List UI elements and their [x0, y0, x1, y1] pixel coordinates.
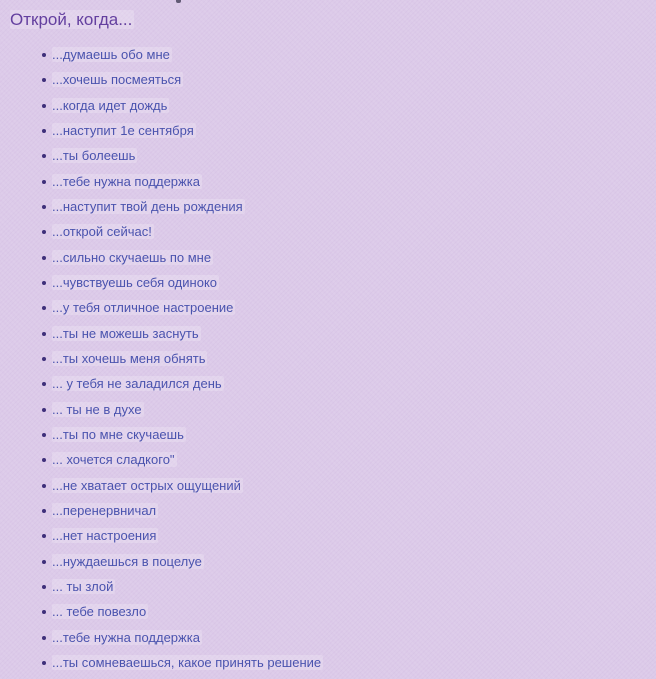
bullet-dot-icon	[42, 129, 46, 133]
bullet-dot-icon	[42, 585, 46, 589]
list-item	[52, 599, 656, 624]
list-item-text: ...открой сейчас!	[52, 224, 152, 240]
list-item-text: ... хочется сладкого"	[52, 452, 175, 468]
bullet-dot-icon	[42, 230, 46, 234]
list-item-text: ... тебе повезло	[52, 604, 147, 620]
list-item	[52, 169, 656, 194]
bullet-dot-icon	[42, 104, 46, 108]
list-item-text: ...нет настроения	[52, 528, 157, 544]
page-title-text: Открой, когда...	[10, 10, 133, 29]
list-item-text: ...ты сомневаешься, какое принять решение	[52, 654, 322, 670]
bullet-dot-icon	[42, 154, 46, 158]
list-item	[52, 67, 656, 92]
list-item-text: ...ты по мне скучаешь	[52, 426, 184, 442]
list-item	[52, 118, 656, 143]
list-item	[52, 194, 656, 219]
bullet-dot-icon	[42, 509, 46, 513]
page-title	[10, 10, 656, 30]
bullet-dot-icon	[42, 534, 46, 538]
list-item	[52, 295, 656, 320]
list-item	[52, 422, 656, 447]
list-item-text: ...тебе нужна поддержка	[52, 629, 200, 645]
bullet-dot-icon	[42, 636, 46, 640]
list-item	[52, 498, 656, 523]
list-item-text: ... ты не в духе	[52, 401, 142, 417]
list-item-text: ...когда идет дождь	[52, 97, 168, 113]
bullet-dot-icon	[42, 458, 46, 462]
list-item-text: ...чувствуешь себя одиноко	[52, 274, 218, 290]
bullet-dot-icon	[42, 484, 46, 488]
list-item-text: ...тебе нужна поддержка	[52, 173, 200, 189]
list-item	[52, 93, 656, 118]
bullet-dot-icon	[42, 661, 46, 665]
list-item	[52, 371, 656, 396]
bullet-dot-icon	[42, 306, 46, 310]
list-item	[52, 321, 656, 346]
list-item-text: ...думаешь обо мне	[52, 47, 170, 62]
bullet-dot-icon	[42, 560, 46, 564]
list-item-text: ... у тебя не заладился день	[52, 376, 222, 392]
list-item	[52, 397, 656, 422]
bullet-dot-icon	[42, 357, 46, 361]
list-item-text: ...ты не можешь заснуть	[52, 325, 199, 341]
bullet-dot-icon	[42, 205, 46, 209]
bullet-dot-icon	[42, 180, 46, 184]
bullet-dot-icon	[42, 610, 46, 614]
bullet-dot-icon	[42, 256, 46, 260]
list-item	[52, 143, 656, 168]
list-item	[52, 625, 656, 650]
list-item	[52, 245, 656, 270]
list-item-text: ...не хватает острых ощущений	[52, 477, 241, 493]
bullet-dot-icon	[42, 332, 46, 336]
list-item-text: ...хочешь посмеяться	[52, 72, 182, 88]
bullet-dot-icon	[42, 408, 46, 412]
bullet-dot-icon	[42, 382, 46, 386]
list-item-text: ...перенервничал	[52, 502, 157, 518]
bullet-dot-icon	[42, 53, 46, 57]
list-item	[52, 523, 656, 548]
list-item-text: ...ты хочешь меня обнять	[52, 350, 206, 366]
list-item	[52, 346, 656, 371]
list-item	[52, 473, 656, 498]
list-item-text: ...сильно скучаешь по мне	[52, 249, 212, 265]
open-when-list	[0, 42, 656, 675]
list-item	[52, 42, 656, 67]
list-item	[52, 447, 656, 472]
list-item-text: ... ты злой	[52, 578, 114, 594]
list-item	[52, 270, 656, 295]
list-item-text: ...наступит 1е сентября	[52, 122, 194, 138]
list-item-text: ...ты болеешь	[52, 148, 136, 164]
bullet-dot-icon	[42, 281, 46, 285]
list-item	[52, 549, 656, 574]
list-item-text: ...наступит твой день рождения	[52, 198, 243, 214]
bullet-dot-icon	[42, 78, 46, 82]
list-item	[52, 219, 656, 244]
list-item-text: ...у тебя отличное настроение	[52, 300, 234, 316]
list-item-text: ...нуждаешься в поцелуе	[52, 553, 202, 569]
list-item	[52, 574, 656, 599]
clipped-text-remnant	[176, 0, 181, 3]
bullet-dot-icon	[42, 433, 46, 437]
list-item	[52, 650, 656, 675]
